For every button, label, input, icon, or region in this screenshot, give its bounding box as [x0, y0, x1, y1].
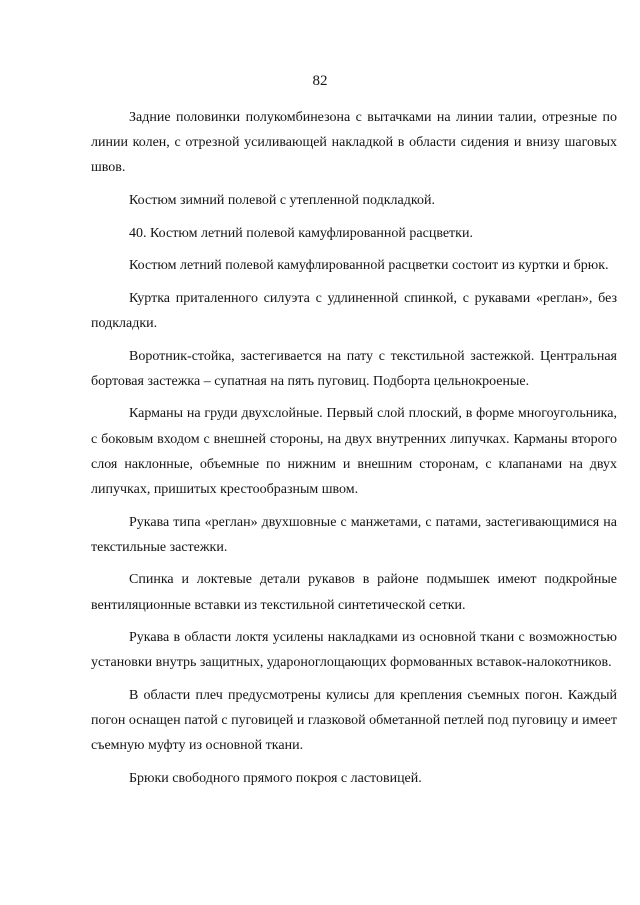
paragraph-12: Брюки свободного прямого покроя с ластовицей.: [129, 770, 422, 786]
paragraph-1: Задние половинки полукомбинезона с вытачками на линии талии, отрезные по линии колен, с отрезной усиливающей накладкой в области сидения и внизу шаговых швов.: [91, 110, 617, 176]
paragraph-7: Карманы на груди двухслойные. Первый слой плоский, в форме многоугольника, с боковым входом с внешней стороны, на двух внутренних липучках. Карманы второго слоя наклонные, объемные по нижним и внешним сторонам, с клапанами на двух липучках, пришитых крестообразным швом.: [91, 406, 617, 497]
paragraph-10: Рукава в области локтя усилены накладками из основной ткани с возможностью установки внутрь защитных, удароноглощающих формованных вставок-налокотников.: [91, 630, 617, 671]
paragraph-3: 40. Костюм летний полевой камуфлированной расцветки.: [129, 225, 473, 241]
paragraph-11: В области плеч предусмотрены кулисы для крепления съемных погон. Каждый погон оснащен патой с пуговицей и глазковой обметанной петлей под пуговицу и имеет съемную муфту из основной ткани.: [91, 687, 617, 754]
paragraph-2: Костюм зимний полевой с утепленной подкладкой.: [129, 193, 435, 208]
paragraph-8: Рукава типа «реглан» двухшовные с манжетами, с патами, застегивающимися на текстильные застежки.: [91, 514, 617, 555]
paragraph-5: Куртка приталенного силуэта с удлиненной спинкой, с рукавами «реглан», без подкладки.: [91, 290, 617, 331]
paragraph-4: Костюм летний полевой камуфлированной расцветки состоит из куртки и брюк.: [129, 258, 609, 274]
document-body: [91, 105, 617, 799]
page-number: 82: [312, 73, 328, 89]
paragraph-6: Воротник-стойка, застегивается на пату с текстильной застежкой. Центральная бортовая застежка – супатная на пять пуговиц. Подборта цельнокроеные.: [91, 348, 617, 389]
paragraph-9: Спинка и локтевые детали рукавов в районе подмышек имеют подкройные вентиляционные вставки из текстильной синтетической сетки.: [91, 572, 617, 613]
